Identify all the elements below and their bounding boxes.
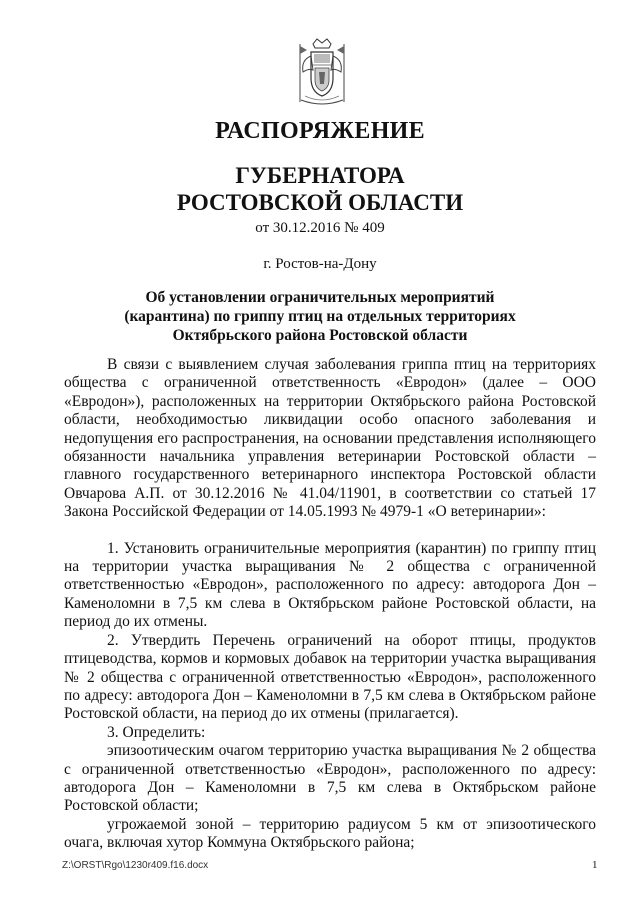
file-path: Z:\ORST\Rgo\1230r409.f16.docx: [62, 860, 209, 871]
item-3-zone-paragraph: угрожаемой зоной – территорию радиусом 5 км от эпизоотического очага, включая хутор Коммуна Октябрьского района;: [64, 815, 596, 852]
authority-line-1: ГУБЕРНАТОРА: [235, 163, 405, 188]
city-of-issue: г. Ростов-на-Дону: [263, 256, 377, 272]
issuing-authority: [0, 162, 640, 216]
subject-line-3: Октябрьского района Ростовской области: [172, 327, 468, 344]
subject-line-1: Об установлении ограничительных мероприятий: [145, 289, 495, 306]
subject-line-2: (карантина) по гриппу птиц на отдельных территориях: [124, 308, 516, 325]
item-2-paragraph: 2. Утвердить Перечень ограничений на оборот птицы, продуктов птицеводства, кормов и кормовых добавок на территории участка выращивания № 2 общества с ограниченной ответственностью «Евродон», расположенного по адресу: автодорога Дон – Каменоломни в 7,5 км слева в Октябрьском районе Ростовской области, на период до их отмены (прилагается).: [64, 631, 596, 723]
authority-line-2: РОСТОВСКОЙ ОБЛАСТИ: [176, 190, 464, 215]
item-1-paragraph: 1. Установить ограничительные мероприятия (карантин) по гриппу птиц на территории участка выращивания № 2 общества с ограниченной ответственностью «Евродон», расположенного по адресу: автодорога Дон – Каменоломни в 7,5 км слева в Октябрьском районе Ростовской области, на период до их отмены.: [64, 539, 596, 631]
item-3-paragraph: 3. Определить:: [107, 723, 206, 741]
document-body: [64, 356, 596, 853]
date-and-number: от 30.12.2016 № 409: [255, 220, 385, 236]
document-subject: [0, 288, 640, 345]
item-3-focus-paragraph: эпизоотическим очагом территорию участка выращивания № 2 общества с ограниченной ответственностью «Евродон», расположенного по адресу: автодорога Дон – Каменоломни в 7,5 км слева в Октябрьском районе Ростовской области;: [64, 742, 596, 815]
preamble-paragraph: В связи с выявлением случая заболевания гриппа птиц на территориях общества с ограниченной ответственность «Евродон» (далее – ООО «Евродон»), расположенных на территории Октябрьского района Ростовской области, необходимостью ликвидации особо опасного заболевания и недопущения его распространения, на основании представления исполняющего обязанности начальника управления ветеринарии Ростовской области – главного государственного ветеринарного инспектора Ростовской области Овчарова А.П. от 30.12.2016 № 41.04/11901, в соответствии со статьей 17 Закона Российской Федерации от 14.05.1993 № 4979-1 «О ветеринарии»:: [64, 356, 596, 521]
document-type-title: РАСПОРЯЖЕНИЕ: [215, 118, 425, 144]
coat-of-arms-icon: [291, 38, 353, 110]
page-number: 1: [592, 859, 598, 871]
